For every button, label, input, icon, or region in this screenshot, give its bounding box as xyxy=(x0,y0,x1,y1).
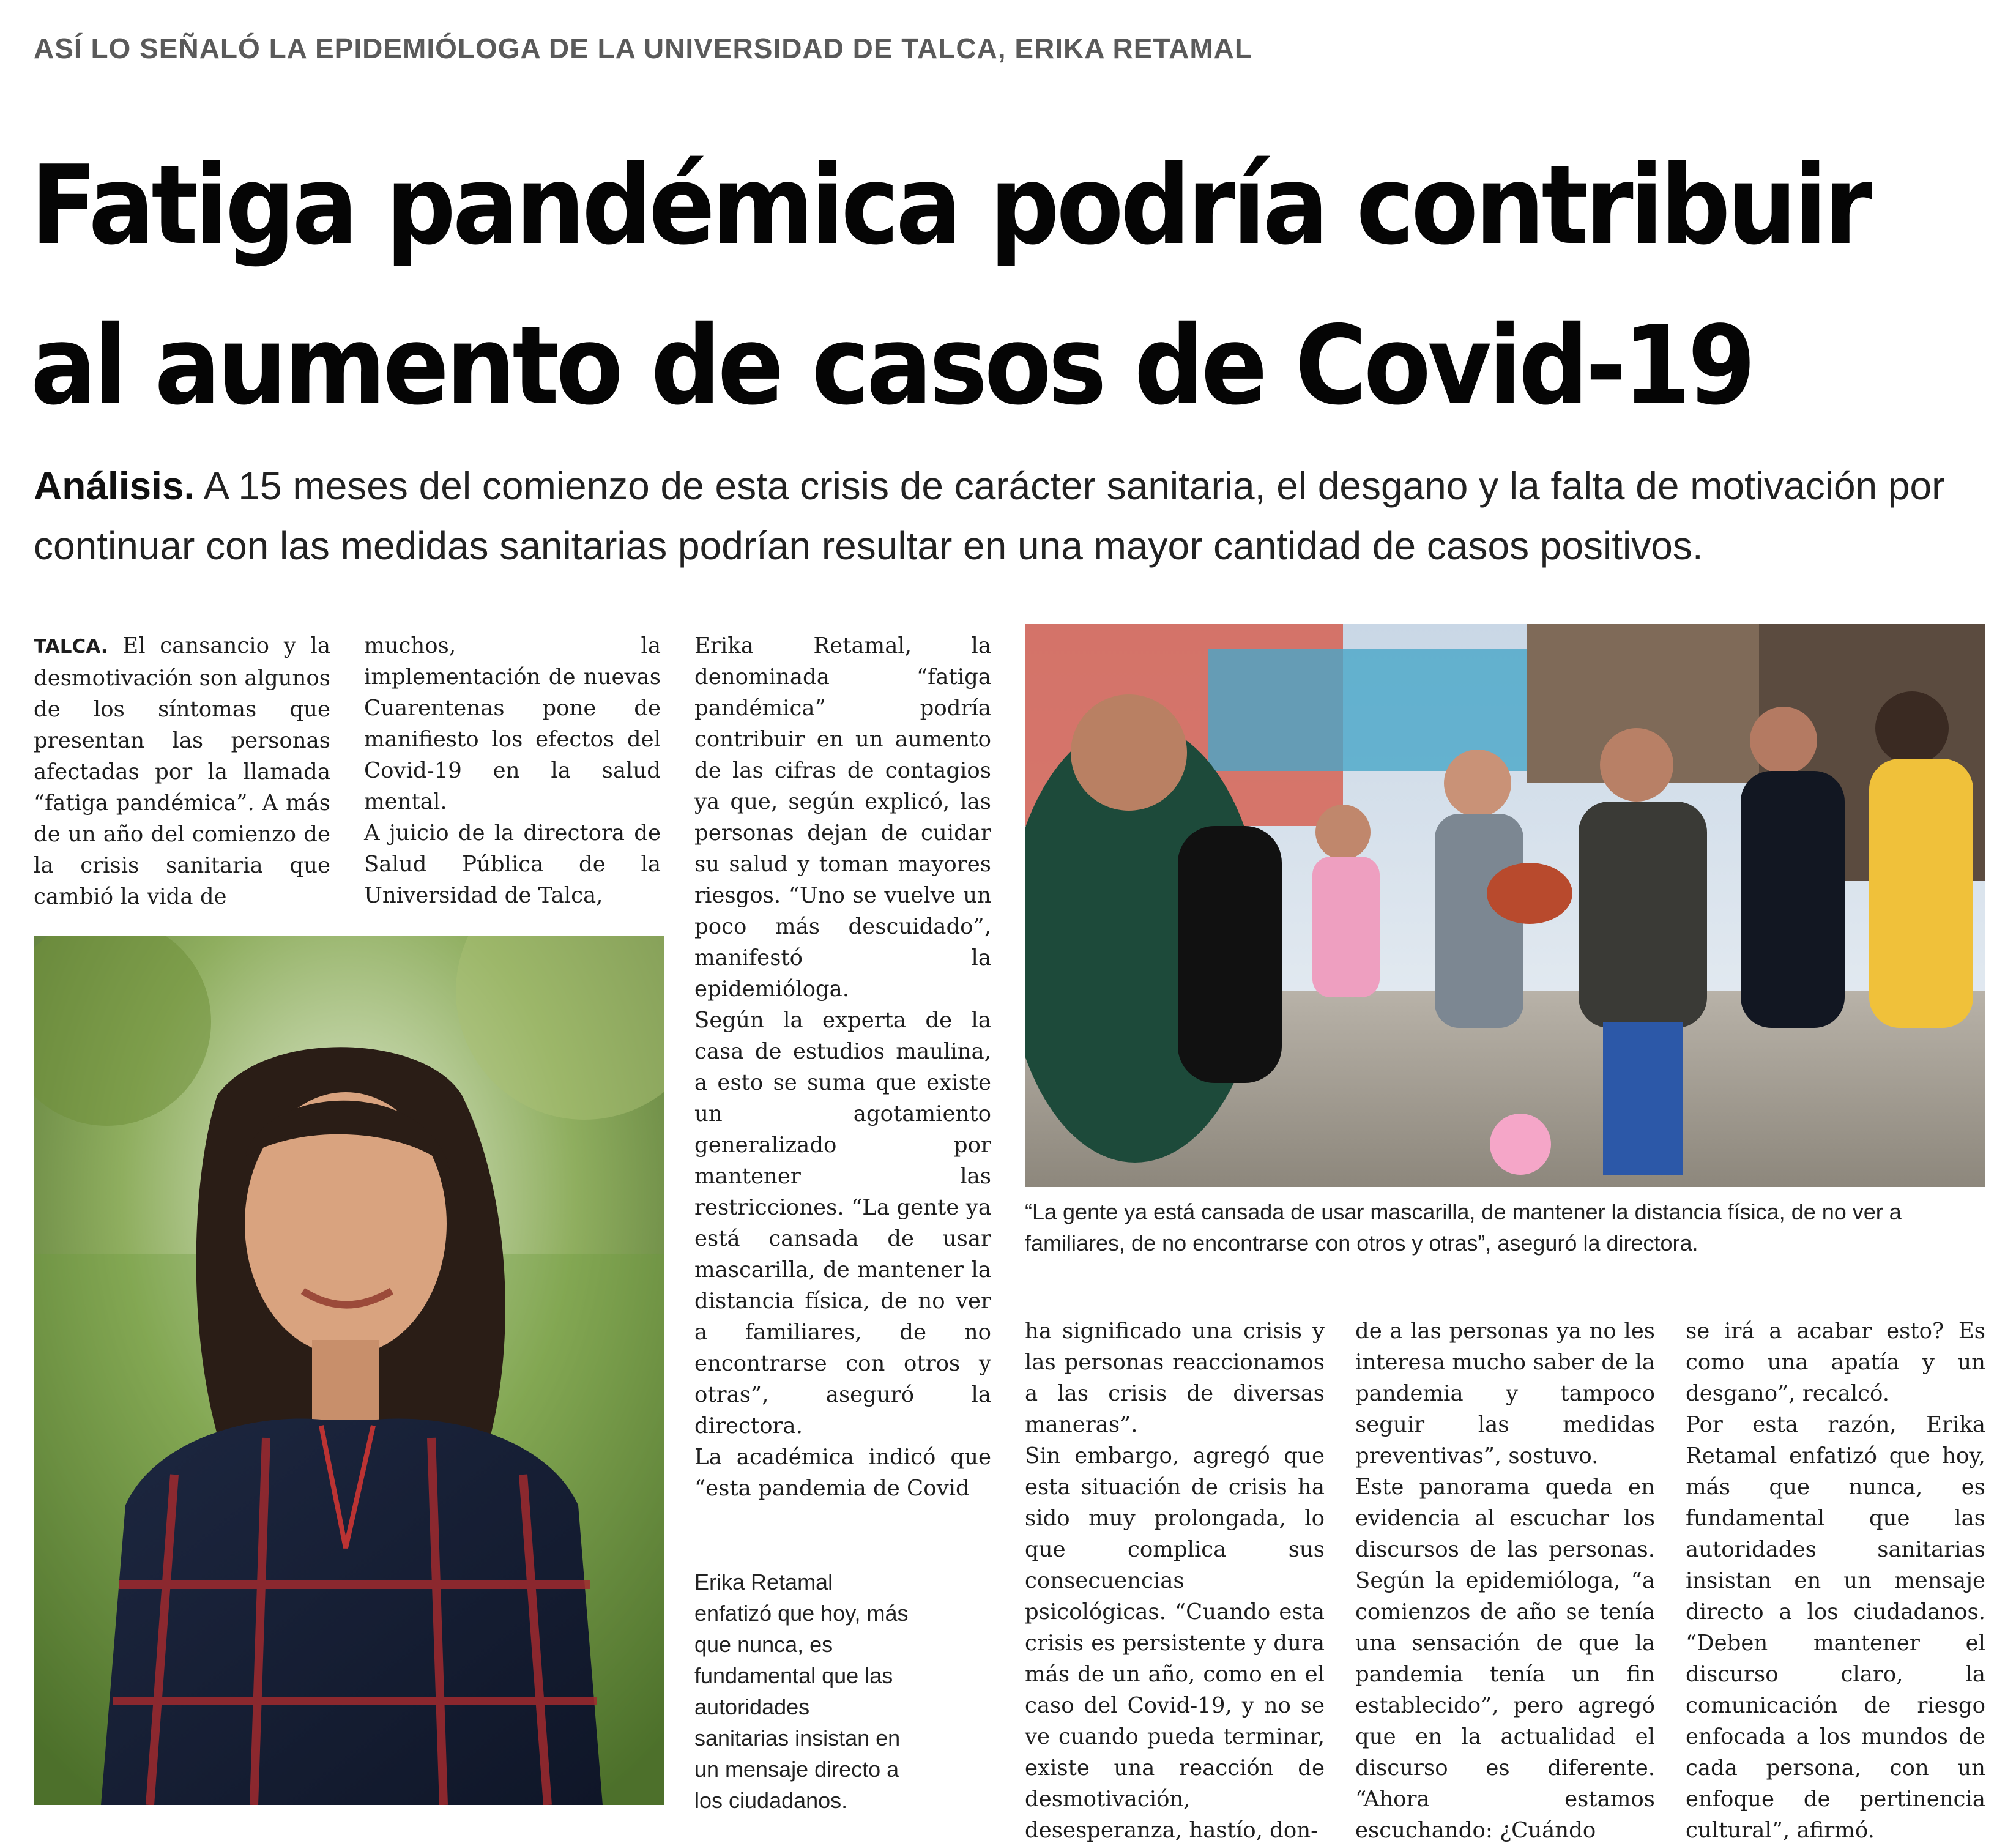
article-column-3 xyxy=(694,630,991,1504)
portrait-photo xyxy=(34,936,664,1805)
column-3-paragraph-2: Según la experta de la casa de estudios maulina, a esto se suma que existe un agotamiento generalizado por mantener las restricciones. “La gente ya está cansada de usar mascarilla, de mantener la distancia física, de no ver a familiares, de no encontrarse con otros y otras”, aseguró la directora. xyxy=(694,1008,991,1438)
headline-line-2: al aumento de casos de Covid-19 xyxy=(31,302,1753,429)
headline-line-1: Fatiga pandémica podría contribuir xyxy=(31,142,1869,269)
street-caption: “La gente ya está cansada de usar mascarilla, de mantener la distancia física, de no ver a familiares, de no encontrarse con otros y otras”, aseguró la directora. xyxy=(1025,1199,1902,1256)
column-4-paragraph-1: ha significado una crisis y las personas reaccionamos a las crisis de diversas maneras”. xyxy=(1025,1319,1325,1437)
column-2-paragraph-1: muchos, la implementación de nuevas Cuarentenas pone de manifiesto los efectos del Covid-19 en la salud mental. xyxy=(364,633,661,814)
column-2-paragraph-2: A juicio de la directora de Salud Pública de la Universidad de Talca, xyxy=(364,821,661,908)
column-5-paragraph-2: Este panorama queda en evidencia al escuchar los discursos de las personas. Según la epidemióloga, “a comienzos de año se tenía una sensación de que la pandemia tenía un fin establecido”, pero agregó que en la actualidad el discurso es diferente. “Ahora estamos escuchando: ¿Cuándo xyxy=(1355,1475,1655,1843)
column-6-paragraph-1: se irá a acabar esto? Es como una apatía y un desgano”, recalcó. xyxy=(1686,1319,1985,1406)
street-image xyxy=(1025,624,1985,1187)
deck-text: A 15 meses del comienzo de esta crisis de carácter sanitaria, el desgano y la falta de motivación por continuar con las medidas sanitarias podrían resultar en una mayor cantidad de casos positivos. xyxy=(34,464,1945,568)
dateline: TALCA. xyxy=(34,636,108,658)
article-column-6 xyxy=(1686,1316,1985,1846)
column-5-paragraph-1: de a las personas ya no les interesa mucho saber de la pandemia y tampoco seguir las medidas preventivas”, sostuvo. xyxy=(1355,1319,1655,1468)
deck xyxy=(34,456,1992,576)
column-6-paragraph-2: Por esta razón, Erika Retamal enfatizó que hoy, más que nunca, es fundamental que las autoridades sanitarias insistan en un mensaje directo a los ciudadanos. “Deben mantener el discurso claro, la comunicación de riesgo enfocada a los mundos de cada persona, con un enfoque de pertinencia cultural”, afirmó. xyxy=(1686,1412,1985,1843)
column-3-paragraph-3: La académica indicó que “esta pandemia de Covid xyxy=(694,1445,991,1501)
column-1-text: El cansancio y la desmotivación son algunos de los síntomas que presentan las personas afectadas por la llamada “fatiga pandémica”. A más de un año del comienzo de la crisis sanitaria que cambió la vida de xyxy=(34,633,330,909)
portrait-image xyxy=(34,936,664,1805)
article-column-2 xyxy=(364,630,661,911)
column-3-paragraph-1: Erika Retamal, la denominada “fatiga pandémica” podría contribuir en un aumento de las cifras de contagios ya que, según explicó, las personas dejan de cuidar su salud y toman mayores riesgos. “Uno se vuelve un poco más descuidado”, manifestó la epidemióloga. xyxy=(694,633,991,1002)
headline xyxy=(31,125,1869,446)
article-column-4 xyxy=(1025,1316,1325,1846)
article-column-1 xyxy=(34,630,330,912)
kicker: ASÍ LO SEÑALÓ LA EPIDEMIÓLOGA DE LA UNIVERSIDAD DE TALCA, ERIKA RETAMAL xyxy=(34,32,1252,64)
street-photo xyxy=(1025,624,1985,1187)
portrait-caption: Erika Retamal enfatizó que hoy, más que nunca, es fundamental que las autoridades sanitarias insistan en un mensaje directo a los ciudadanos. xyxy=(694,1569,909,1813)
article-column-5 xyxy=(1355,1316,1655,1846)
deck-lead: Análisis. xyxy=(34,464,195,508)
column-4-paragraph-2: Sin embargo, agregó que esta situación de crisis ha sido muy prolongada, lo que complica sus consecuencias psicológicas. “Cuando esta crisis es persistente y dura más de un año, como en el caso del Covid-19, y no se ve cuando pueda terminar, existe una reacción de desmotivación, desesperanza, hastío, don- xyxy=(1025,1443,1325,1843)
